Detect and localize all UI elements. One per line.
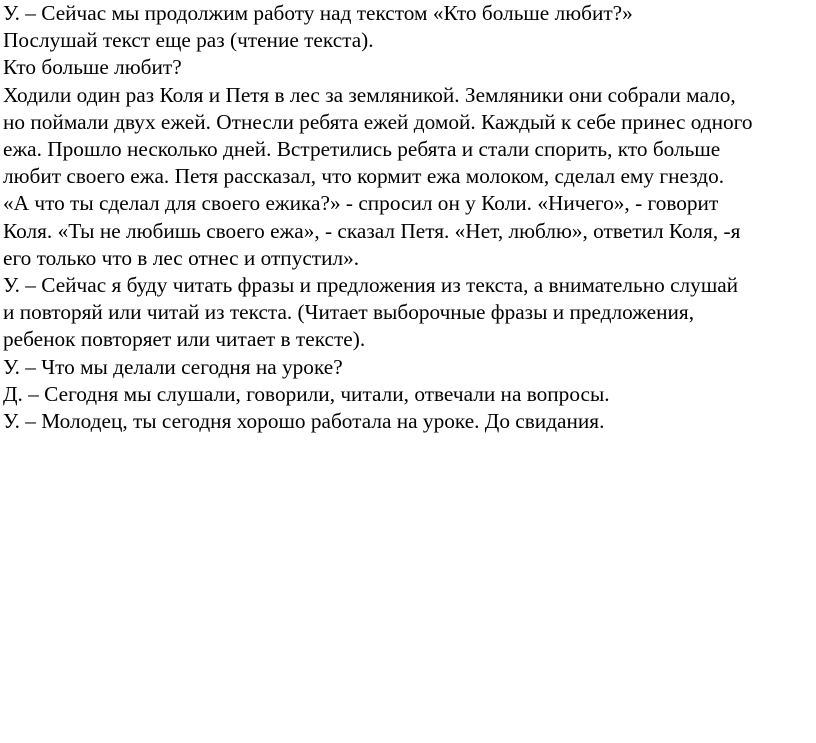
text-line: Д. – Сегодня мы слушали, говорили, читали, отвечали на вопросы. xyxy=(3,381,610,406)
text-line: Послушай текст еще раз (чтение текста). xyxy=(3,28,374,53)
text-line: Коля. «Ты не любишь своего ежа», - сказал Петя. «Нет, люблю», ответил Коля, -я xyxy=(3,218,741,243)
text-line: У. – Молодец, ты сегодня хорошо работала на уроке. До свидания. xyxy=(3,409,605,434)
story-title: Кто больше любит? xyxy=(3,55,182,80)
text-line: но поймали двух ежей. Отнесли ребята ежей домой. Каждый к себе принес одного xyxy=(3,109,753,134)
text-line: ежа. Прошло несколько дней. Встретились ребята и стали спорить, кто больше xyxy=(3,137,721,162)
text-line: любит своего ежа. Петя рассказал, что кормит ежа молоком, сделал ему гнездо. xyxy=(3,164,725,189)
text-line: У. – Что мы делали сегодня на уроке? xyxy=(3,354,343,379)
text-line: У. – Сейчас мы продолжим работу над текстом «Кто больше любит?» xyxy=(3,1,633,25)
document-page xyxy=(3,0,813,435)
text-line: и повторяй или читай из текста. (Читает выборочные фразы и предложения, xyxy=(3,300,695,325)
text-line: «А что ты сделал для своего ежика?» - спросил он у Коли. «Ничего», - говорит xyxy=(3,191,719,216)
text-line: ребенок повторяет или читает в тексте). xyxy=(3,327,366,352)
text-line: его только что в лес отнес и отпустил». xyxy=(3,245,360,270)
text-line: Ходили один раз Коля и Петя в лес за земляникой. Земляники они собрали мало, xyxy=(3,82,736,107)
text-line: У. – Сейчас я буду читать фразы и предложения из текста, а внимательно слушай xyxy=(3,273,739,298)
